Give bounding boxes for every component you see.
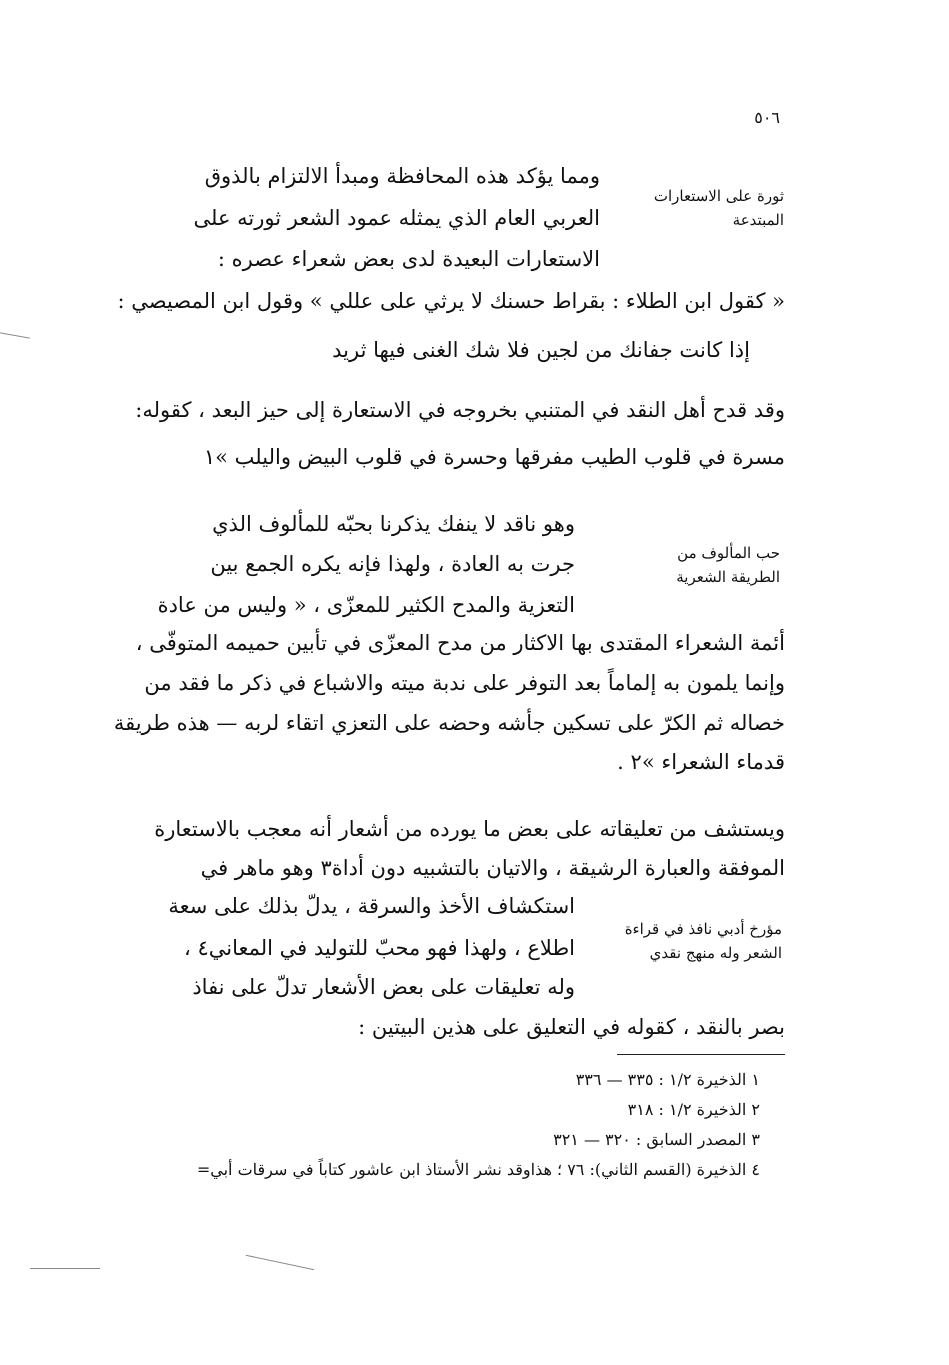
scan-mark	[0, 332, 30, 338]
margin-note-line: حب المألوف من	[677, 544, 780, 562]
body-line: أئمة الشعراء المقتدى بها الاكثار من مدح المعزّى في تأبين حميمه المتوفّى ،	[135, 631, 785, 655]
body-line: ويستشف من تعليقاته على بعض ما يورده من أشعار أنه معجب بالاستعارة	[154, 817, 785, 841]
footnote: ٣ المصدر السابق : ٣٢٠ — ٣٢١	[553, 1130, 760, 1149]
body-line: خصاله ثم الكرّ على تسكين جأشه وحضه على التعزي اتقاء لربه — هذه طريقة	[113, 711, 785, 735]
body-line: العربي العام الذي يمثله عمود الشعر ثورته على	[193, 206, 600, 230]
verse-line: مسرة في قلوب الطيب مفرقها وحسرة في قلوب البيض واليلب »١	[203, 445, 785, 469]
body-line: وإنما يلمون به إلماماً بعد التوفر على ندبة ميته والاشباع في ذكر ما فقد من	[144, 671, 785, 695]
footnote: ٢ الذخيرة ١/٢ : ٣١٨	[627, 1100, 760, 1119]
body-line: الموفقة والعبارة الرشيقة ، والاتيان بالتشبيه دون أداة٣ وهو ماهر في	[200, 856, 785, 880]
body-line: وله تعليقات على بعض الأشعار تدلّ على نفاذ	[192, 975, 575, 999]
body-line: قدماء الشعراء »٢ .	[617, 750, 785, 774]
footnote-separator	[617, 1054, 785, 1055]
margin-note-revolt-metaphors	[628, 184, 784, 232]
margin-note-line: مؤرخ أدبي نافذ في قراءة	[624, 920, 782, 938]
margin-note-love-familiar	[640, 541, 780, 589]
page-number: ٥٠٦	[754, 108, 780, 127]
body-line: الاستعارات البعيدة لدى بعض شعراء عصره :	[217, 247, 600, 271]
footnote: ٤ الذخيرة (القسم الثاني): ٧٦ ؛ هذاوقد نشر الأستاذ ابن عاشور كتاباً في سرقات أبي=	[196, 1160, 760, 1179]
margin-note-line: الشعر وله منهج نقدي	[649, 944, 782, 962]
body-line: وقد قدح أهل النقد في المتنبي بخروجه في الاستعارة إلى حيز البعد ، كقوله:	[135, 398, 785, 422]
body-line: جرت به العادة ، ولهذا فإنه يكره الجمع بين	[210, 552, 575, 576]
verse-line: إذا كانت جفانك من لجين فلا شك الغنى فيها ثريد	[332, 338, 750, 362]
body-line: بصر بالنقد ، كقوله في التعليق على هذين البيتين :	[358, 1015, 785, 1039]
body-line: التعزية والمدح الكثير للمعزّى ، « وليس من عادة	[157, 593, 575, 617]
body-line: ومما يؤكد هذه المحافظة ومبدأ الالتزام بالذوق	[204, 164, 600, 188]
body-line: « كقول ابن الطلاء : بقراط حسنك لا يرثي على عللي » وقول ابن المصيصي :	[117, 289, 785, 313]
scan-mark	[246, 1255, 315, 1271]
body-line: اطلاع ، ولهذا فهو محبّ للتوليد في المعاني٤ ،	[183, 936, 575, 960]
body-line: وهو ناقد لا ينفك يذكرنا بحبّه للمألوف الذي	[212, 512, 575, 536]
body-line: استكشاف الأخذ والسرقة ، يدلّ بذلك على سعة	[168, 894, 575, 918]
margin-note-line: الطريقة الشعرية	[676, 568, 780, 586]
margin-note-line: المبتدعة	[732, 211, 784, 229]
margin-note-line: ثورة على الاستعارات	[653, 187, 784, 205]
footnote: ١ الذخيرة ١/٢ : ٣٣٥ — ٣٣٦	[575, 1070, 760, 1089]
margin-note-literary-historian	[600, 917, 782, 965]
scan-mark	[30, 1268, 100, 1269]
